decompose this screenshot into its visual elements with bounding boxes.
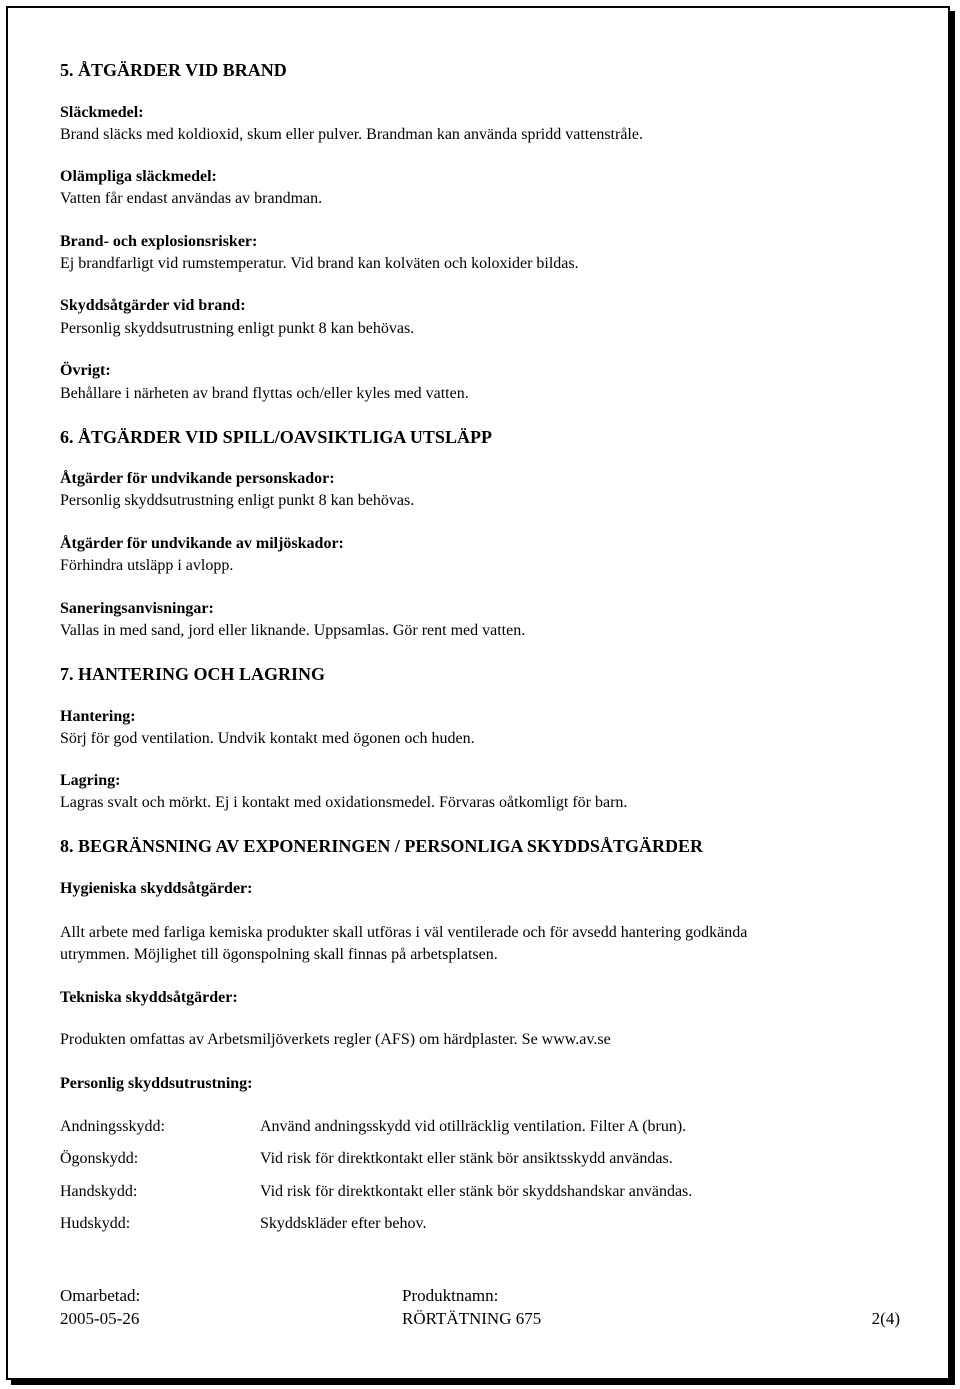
s5-label-protection: Skyddsåtgärder vid brand: (60, 297, 246, 314)
ppe-term-skin: Hudskydd: (60, 1215, 131, 1232)
ppe-term-hand: Handskydd: (60, 1183, 138, 1200)
s8-label-hygienic: Hygieniska skyddsåtgärder: (60, 880, 253, 897)
s8-text-hygienic-line1: Allt arbete med farliga kemiska produkter skall utföras i väl ventilerade och för avsedd hantering godkända (60, 924, 748, 941)
s8-text-hygienic-line2: utrymmen. Möjlighet till ögonspolning skall finnas på arbetsplatsen. (60, 946, 498, 963)
page-frame (6, 6, 950, 1380)
section-5-title: 5. ÅTGÄRDER VID BRAND (60, 60, 287, 80)
s7-text-handling: Sörj för god ventilation. Undvik kontakt med ögonen och huden. (60, 730, 475, 747)
ppe-term-respiratory: Andningsskydd: (60, 1118, 165, 1135)
footer-product-name: RÖRTÄTNING 675 (402, 1309, 542, 1328)
s5-text-other: Behållare i närheten av brand flyttas och/eller kyles med vatten. (60, 385, 469, 402)
s8-label-technical: Tekniska skyddsåtgärder: (60, 989, 238, 1006)
section-8-title: 8. BEGRÄNSNING AV EXPONERINGEN / PERSONLIGA SKYDDSÅTGÄRDER (60, 836, 703, 856)
s6-text-environment: Förhindra utsläpp i avlopp. (60, 557, 234, 574)
s5-text-protection: Personlig skyddsutrustning enligt punkt 8 kan behövas. (60, 320, 415, 337)
s5-label-unsuitable: Olämpliga släckmedel: (60, 168, 217, 185)
footer-product-label: Produktnamn: (402, 1286, 499, 1305)
section-6-title: 6. ÅTGÄRDER VID SPILL/OAVSIKTLIGA UTSLÄPP (60, 427, 492, 447)
s7-label-handling: Hantering: (60, 708, 136, 725)
s6-text-personal: Personlig skyddsutrustning enligt punkt 8 kan behövas. (60, 492, 415, 509)
s6-label-cleanup: Saneringsanvisningar: (60, 600, 214, 617)
s5-text-unsuitable: Vatten får endast användas av brandman. (60, 190, 323, 207)
footer-revised-label: Omarbetad: (60, 1286, 141, 1305)
ppe-def-respiratory: Använd andningsskydd vid otillräcklig ventilation. Filter A (brun). (260, 1118, 687, 1135)
ppe-def-eye: Vid risk för direktkontakt eller stänk bör ansiktsskydd användas. (260, 1150, 673, 1167)
s6-text-cleanup: Vallas in med sand, jord eller liknande. Uppsamlas. Gör rent med vatten. (60, 622, 526, 639)
s8-label-ppe: Personlig skyddsutrustning: (60, 1075, 253, 1092)
s5-label-other: Övrigt: (60, 362, 111, 379)
s7-text-storage: Lagras svalt och mörkt. Ej i kontakt med oxidationsmedel. Förvaras oåtkomligt för barn. (60, 794, 628, 811)
s6-label-personal: Åtgärder för undvikande personskador: (60, 470, 335, 487)
s7-label-storage: Lagring: (60, 772, 121, 789)
s8-text-technical: Produkten omfattas av Arbetsmiljöverkets regler (AFS) om härdplaster. Se www.av.se (60, 1031, 611, 1048)
s5-text-extinguishing: Brand släcks med koldioxid, skum eller pulver. Brandman kan använda spridd vattenstråle. (60, 126, 643, 143)
footer-page-number: 2(4) (871, 1309, 900, 1328)
footer-revised-date: 2005-05-26 (60, 1309, 140, 1328)
s6-label-environment: Åtgärder för undvikande av miljöskador: (60, 535, 344, 552)
ppe-def-hand: Vid risk för direktkontakt eller stänk bör skyddshandskar användas. (260, 1183, 693, 1200)
s5-label-fire-risks: Brand- och explosionsrisker: (60, 233, 258, 250)
s5-text-fire-risks: Ej brandfarligt vid rumstemperatur. Vid brand kan kolväten och koloxider bildas. (60, 255, 579, 272)
ppe-term-eye: Ögonskydd: (60, 1150, 139, 1167)
s5-label-extinguishing: Släckmedel: (60, 104, 144, 121)
section-7-title: 7. HANTERING OCH LAGRING (60, 664, 326, 684)
ppe-def-skin: Skyddskläder efter behov. (260, 1215, 427, 1232)
